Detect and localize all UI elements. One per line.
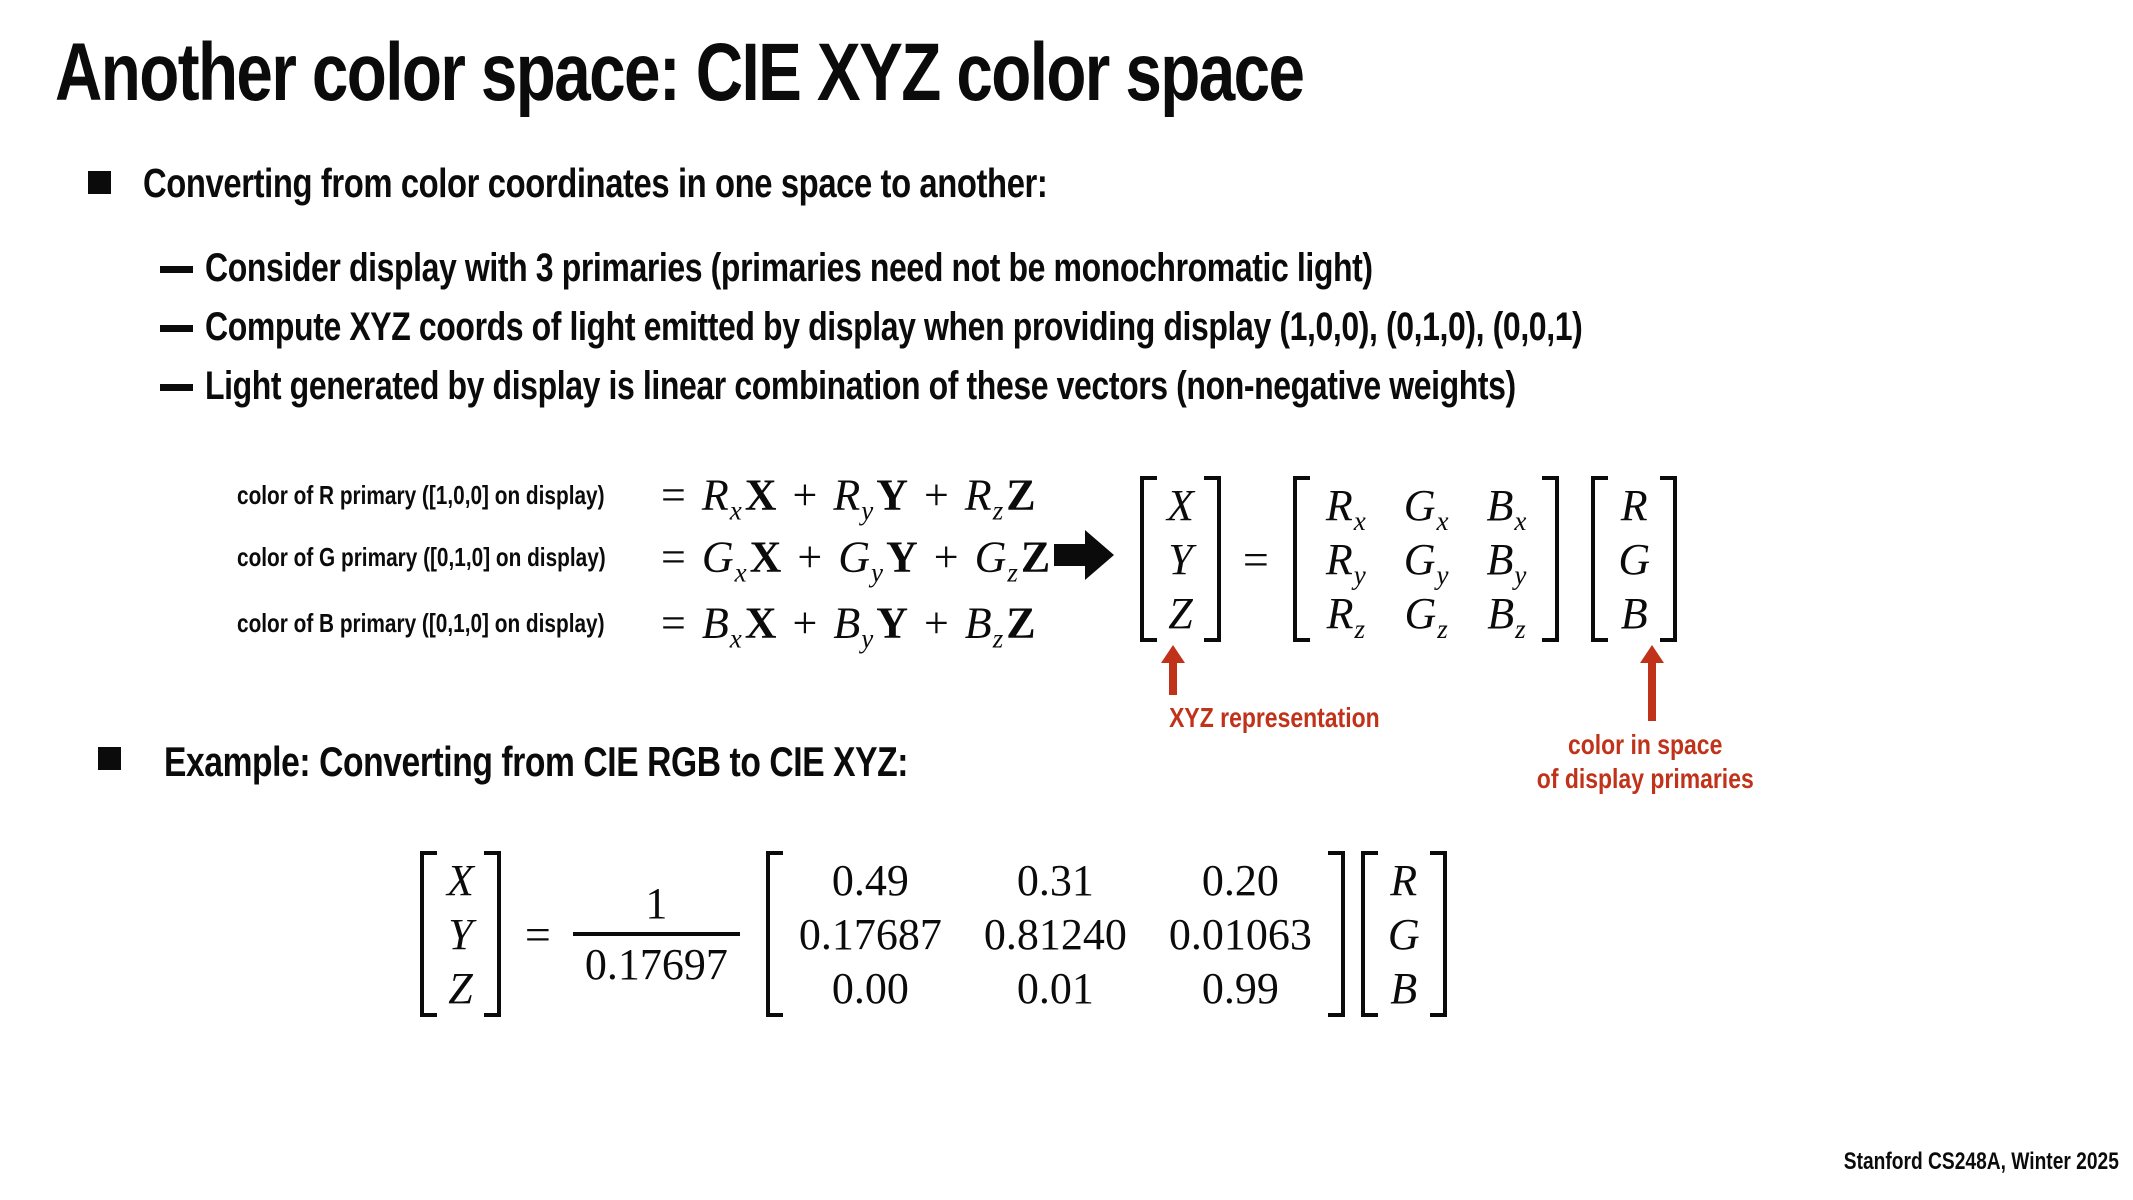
bullet-main-example-text: Example: Converting from CIE RGB to CIE XYZ: — [164, 738, 909, 785]
conversion-matrix: $R_x$ $G_x$ $B_x$ $R_y$ $G_y$ $B_y$ $R_z$ $G_z$ $B_z$ — [1293, 476, 1560, 642]
bracket-left — [1591, 476, 1608, 642]
primary-color-equation-row-g — [237, 524, 1157, 590]
page-title-text: Another color space: CIE XYZ color space — [55, 27, 1304, 118]
fraction-numerator: 1 — [645, 879, 668, 928]
bracket-right — [484, 851, 501, 1017]
bracket-left — [420, 851, 437, 1017]
annotation-display-primaries: color in space of display primaries — [1536, 729, 1754, 794]
primary-color-equation-row-b — [237, 590, 1157, 656]
bracket-left — [766, 851, 783, 1017]
bracket-right — [1542, 476, 1559, 642]
equation-label: color of R primary ([1,0,0] on display) — [237, 479, 605, 510]
annotation-xyz-representation: XYZ representation — [1169, 702, 1380, 733]
equation-label: color of B primary ([0,1,0] on display) — [237, 607, 605, 638]
equation-math: = $G_xX + G_yY + G_zZ$ — [661, 532, 1051, 588]
bracket-left — [1361, 851, 1378, 1017]
bracket-left — [1293, 476, 1310, 642]
cie-rgb-to-xyz-equation — [420, 851, 1447, 1017]
bullet-sub-light-text: Light generated by display is linear combination of these vectors (non-negative weights) — [205, 364, 1516, 408]
bullet-main-converting-text: Converting from color coordinates in one space to another: — [143, 160, 1048, 206]
rgb-vector: R G B — [1361, 851, 1447, 1017]
bullet-main-converting — [143, 160, 1274, 207]
bracket-right — [1328, 851, 1345, 1017]
bullet-main-example — [164, 738, 1094, 786]
bracket-right — [1660, 476, 1677, 642]
footer-credit — [1775, 1148, 2119, 1176]
dash-bullet-icon — [160, 384, 193, 391]
page-title — [55, 26, 1615, 120]
bracket-right — [1430, 851, 1447, 1017]
bullet-sub-compute — [205, 305, 1927, 350]
primary-color-equation-row-r — [237, 462, 1157, 528]
equation-math: = $B_xX + B_yY + B_zZ$ — [661, 598, 1036, 654]
up-arrow-icon — [1160, 645, 1186, 700]
equals-sign: = — [1242, 533, 1269, 585]
up-arrow-icon — [1639, 645, 1665, 726]
normalization-fraction — [573, 878, 740, 990]
bullet-sub-consider — [205, 246, 1665, 291]
equation-math: = $R_xX + R_yY + R_zZ$ — [661, 470, 1036, 526]
rgb-vector: R G B — [1591, 476, 1677, 642]
right-arrow-icon — [1054, 527, 1114, 588]
xyz-matrix-equation — [1140, 476, 1677, 642]
xyz-vector: X Y Z — [1140, 476, 1221, 642]
equation-label: color of G primary ([0,1,0] on display) — [237, 541, 606, 572]
dash-bullet-icon — [160, 266, 193, 273]
square-bullet-icon — [98, 747, 121, 770]
bullet-sub-light — [205, 364, 1844, 409]
footer-credit-text: Stanford CS248A, Winter 2025 — [1843, 1148, 2119, 1175]
fraction-denominator: 0.17697 — [573, 932, 740, 990]
equals-sign: = — [524, 908, 551, 960]
bullet-sub-compute-text: Compute XYZ coords of light emitted by display when providing display (1,0,0), (0,1,0), (0,0,1) — [205, 305, 1583, 349]
square-bullet-icon — [88, 171, 111, 194]
cie-conversion-matrix: 0.49 0.31 0.20 0.17687 0.81240 0.01063 0.00 0.01 0.99 — [766, 851, 1345, 1017]
bracket-left — [1140, 476, 1157, 642]
dash-bullet-icon — [160, 325, 193, 332]
xyz-vector: X Y Z — [420, 851, 501, 1017]
bullet-sub-consider-text: Consider display with 3 primaries (primaries need not be monochromatic light) — [205, 246, 1373, 290]
bracket-right — [1204, 476, 1221, 642]
